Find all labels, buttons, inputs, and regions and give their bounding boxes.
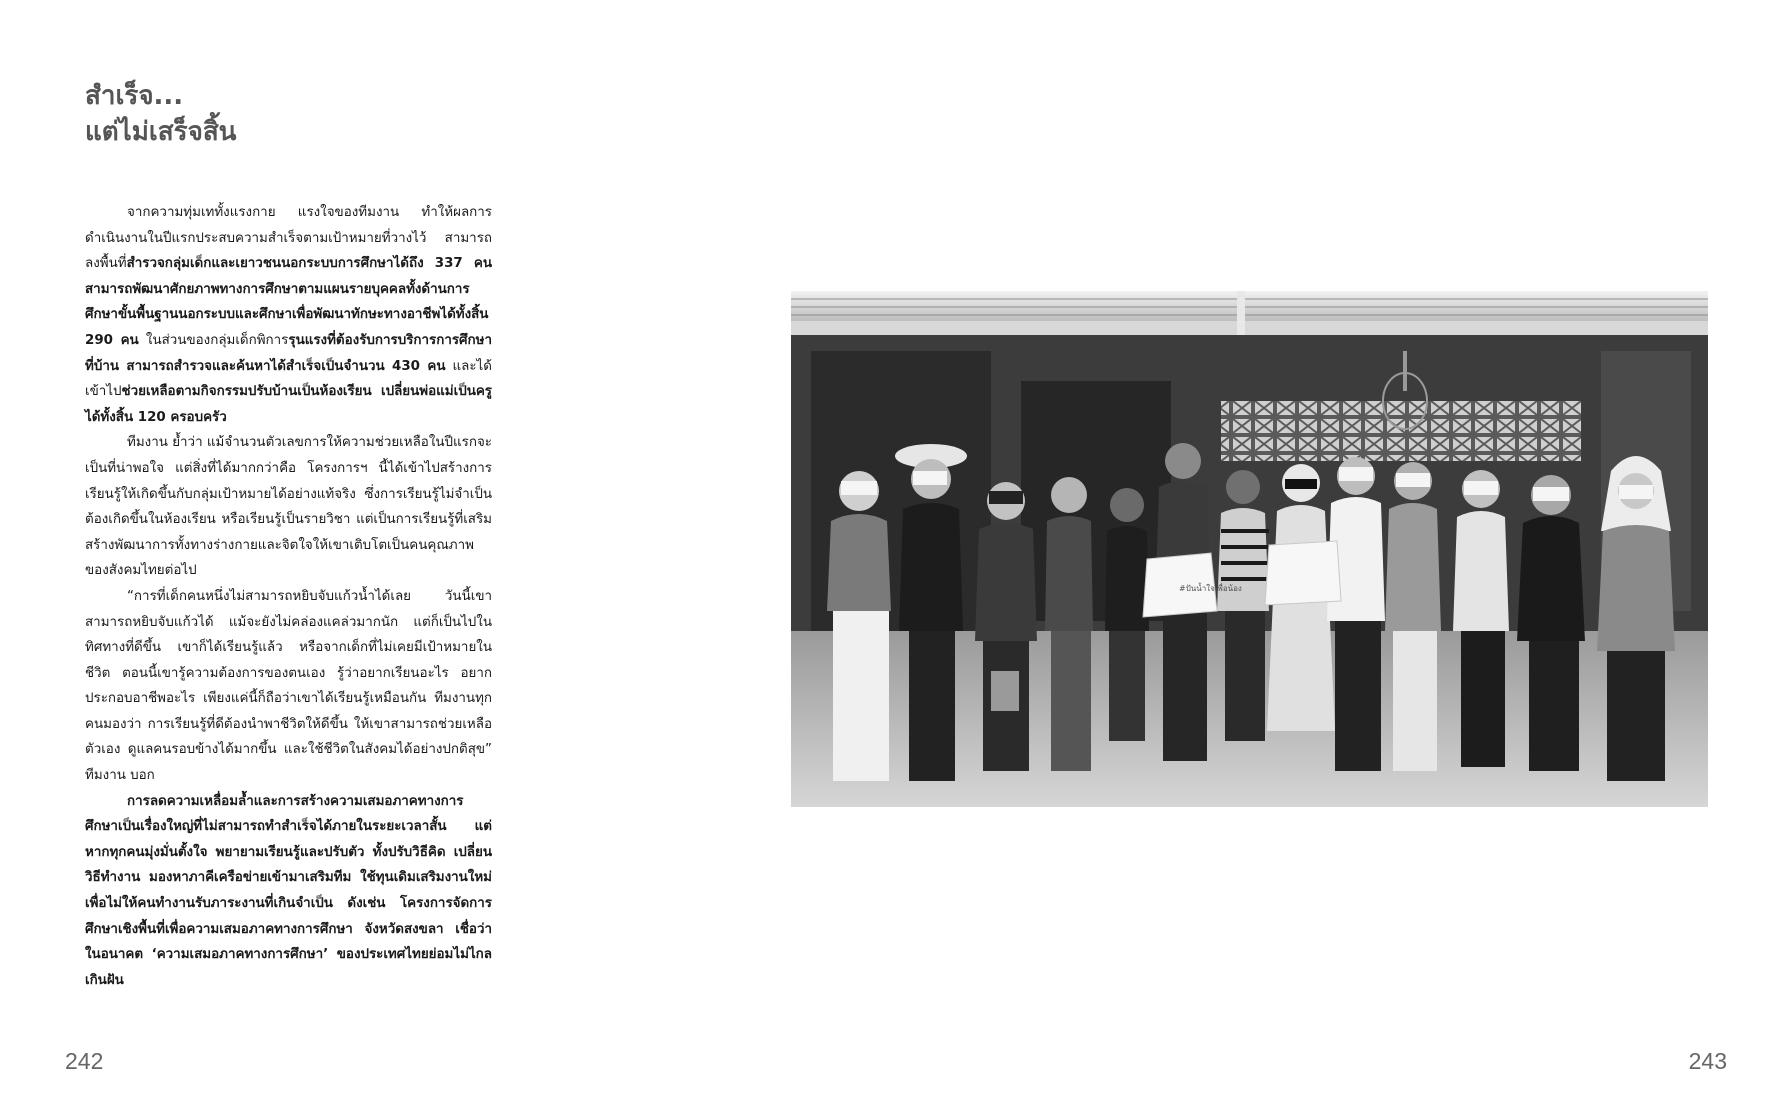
group-photo bbox=[791, 291, 1708, 807]
text-segment: “การที่เด็กคนหนึ่งไม่สามารถหยิบจับแก้วน้ำได้เลย วันนี้เขาสามารถหยิบจับแก้วได้ แม้จะยังไม่คล่องแคล่วมากนัก แต่ก็เป็นไปในทิศทางที่ดีขึ้น เขาก็ได้เรียนรู้แล้ว หรือจากเด็กที่ไม่เคยมีเป้าหมายในชีวิต ตอนนี้เขารู้ความต้องการของตนเอง รู้ว่าอยากเรียนอะไร อยากประกอบอาชีพอะไร เพียงแค่นี้ก็ถือว่าเขาได้เรียนรู้เหมือนกัน ทีมงานทุกคนมองว่า การเรียนรู้ที่ดีต้องนำพาชีวิตให้ดีขึ้น ให้เขาสามารถช่วยเหลือตัวเอง ดูแลคนรอบข้างได้มากขึ้น และใช้ชีวิตในสังคมได้อย่างปกติสุข” ทีมงาน บอก bbox=[85, 588, 492, 784]
article-body bbox=[85, 200, 492, 993]
text-segment: ในส่วนของกลุ่มเด็กพิการ bbox=[138, 332, 289, 348]
bold-text-segment: รุนแรงที่ต้องรับการบริการการศึกษาที่บ้าน สามารถสำรวจและค้นหาได้สำเร็จเป็นจำนวน 430 คน bbox=[85, 332, 492, 374]
article-paragraph bbox=[85, 430, 492, 584]
bold-text-segment: การลดความเหลื่อมล้ำและการสร้างความเสมอภาคทางการศึกษาเป็นเรื่องใหญ่ที่ไม่สามารถทำสำเร็จได้ภายในระยะเวลาสั้น แต่หากทุกคนมุ่งมั่นตั้งใจ พยายามเรียนรู้และปรับตัว ทั้งปรับวิธีคิด เปลี่ยนวิธีทำงาน มองหาภาคีเครือข่ายเข้ามาเสริมทีม ใช้ทุนเดิมเสริมงานใหม่ เพื่อไม่ให้คนทำงานรับภาระงานที่เกินจำเป็น ดังเช่น โครงการจัดการศึกษาเชิงพื้นที่เพื่อความเสมอภาคทางการศึกษา จังหวัดสงขลา เชื่อว่าในอนาคต ‘ความเสมอภาคทางการศึกษา’ ของประเทศไทยย่อมไม่ไกลเกินฝัน bbox=[85, 793, 492, 988]
article-paragraph bbox=[85, 200, 492, 430]
text-segment: และได้เข้าไป bbox=[85, 358, 492, 400]
bold-text-segment: ช่วยเหลือตามกิจกรรมปรับบ้านเป็นห้องเรียน เปลี่ยนพ่อแม่เป็นครู ได้ทั้งสิ้น 120 ครอบครัว bbox=[85, 384, 492, 425]
bold-text-segment: สำรวจกลุ่มเด็กและเยาวชนนอกระบบการศึกษาได้ถึง 337 คน สามารถพัฒนาศักยภาพทางการศึกษาตามแผนรายบุคคลทั้งด้านการศึกษาขั้นพื้นฐานนอกระบบและศึกษาเพื่อพัฒนาทักษะทางอาชีพได้ทั้งสิ้น 290 คน bbox=[85, 256, 492, 348]
chapter-title bbox=[85, 78, 236, 150]
text-segment: ทีมงาน ย้ำว่า แม้จำนวนตัวเลขการให้ความช่วยเหลือในปีแรกจะเป็นที่น่าพอใจ แต่สิ่งที่ได้มากกว่าคือ โครงการฯ นี้ได้เข้าไปสร้างการเรียนรู้ให้เกิดขึ้นกับกลุ่มเป้าหมายได้อย่างแท้จริง ซึ่งการเรียนรู้ไม่จำเป็นต้องเกิดขึ้นในห้องเรียน หรือเรียนรู้เป็นรายวิชา แต่เป็นการเรียนรู้ที่เสริมสร้างพัฒนาการทั้งทางร่างกายและจิตใจให้เขาเติบโตเป็นคนคุณภาพของสังคมไทยต่อไป bbox=[85, 435, 492, 579]
bag-label: #ปันน้ำใจเพื่อน้อง bbox=[1179, 584, 1242, 593]
photo-illustration bbox=[791, 291, 1708, 807]
left-page bbox=[0, 0, 892, 1105]
page-number-left: 242 bbox=[65, 1048, 104, 1074]
roof bbox=[791, 291, 1708, 321]
lattice-vent bbox=[1221, 401, 1581, 461]
article-paragraph bbox=[85, 584, 492, 789]
title-line-2: แต่ไม่เสร็จสิ้น bbox=[85, 117, 237, 147]
page-number-right: 243 bbox=[1688, 1048, 1727, 1074]
title-line-1: สำเร็จ... bbox=[85, 81, 184, 111]
article-paragraph bbox=[85, 789, 492, 994]
text-segment: จากความทุ่มเททั้งแรงกาย แรงใจของทีมงาน ทำให้ผลการดำเนินงานในปีแรกประสบความสำเร็จตามเป้าหมายที่วางไว้ สามารถลงพื้นที่ bbox=[85, 205, 492, 272]
